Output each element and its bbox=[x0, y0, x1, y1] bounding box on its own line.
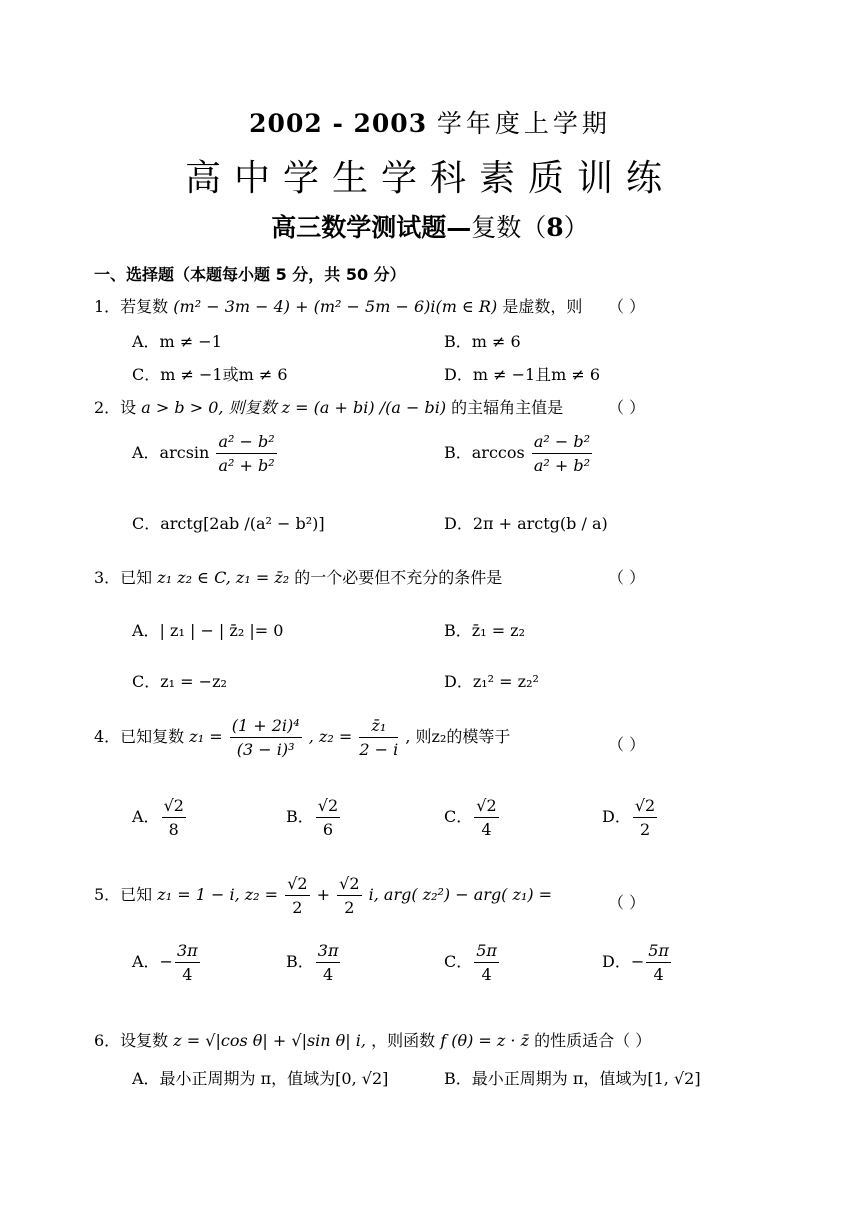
q4-a-num: √2 bbox=[162, 796, 186, 818]
header-year: 2002 - 2003 bbox=[249, 109, 428, 138]
q1-prefix: 1．若复数 bbox=[94, 297, 169, 316]
q4-fraction-2 bbox=[359, 716, 398, 759]
q5-a-num: 3π bbox=[175, 941, 200, 963]
subtitle-num: 8 bbox=[546, 213, 564, 242]
q4-n1: (1 + 2i)⁴ bbox=[230, 716, 302, 738]
header-subtitle bbox=[0, 208, 860, 244]
q5-plus: + bbox=[316, 885, 331, 904]
q6-mid: ，则函数 bbox=[371, 1031, 436, 1050]
q2-option-d: D．2π + arctg(b / a) bbox=[444, 514, 608, 533]
q4-b-den: 6 bbox=[322, 820, 334, 839]
header-year-line bbox=[0, 104, 860, 140]
q5-b-num: 3π bbox=[316, 941, 341, 963]
q1-option-c: C．m ≠ −1或m ≠ 6 bbox=[132, 365, 288, 384]
q3-answer-paren: （ ） bbox=[608, 568, 646, 587]
q4-b-num: √2 bbox=[316, 796, 340, 818]
header-title: 高中学生学科素质训练 bbox=[184, 158, 675, 199]
q5-a-fraction bbox=[175, 941, 200, 984]
q5-option-c bbox=[444, 941, 501, 984]
q4-d-num: √2 bbox=[633, 796, 657, 818]
q4-suffix: , 则z₂的模等于 bbox=[405, 727, 511, 746]
q1-answer-paren: （ ） bbox=[608, 297, 646, 316]
q3-suffix: 的一个必要但不充分的条件是 bbox=[294, 568, 503, 587]
q2-suffix: 的主辐角主值是 bbox=[451, 398, 564, 417]
q6-option-a: A．最小正周期为 π，值域为[0, √2] bbox=[132, 1069, 389, 1088]
q3-expr: z₁ z₂ ∈ C, z₁ = z̄₂ bbox=[157, 568, 290, 587]
q2-prefix: 2．设 bbox=[94, 398, 137, 417]
q6-option-b: B．最小正周期为 π，值域为[1, √2] bbox=[444, 1069, 701, 1088]
q1-expr: (m² − 3m − 4) + (m² − 5m − 6)i(m ∈ R) bbox=[173, 297, 498, 316]
q2-b-label: B．arccos bbox=[444, 443, 525, 462]
section-heading: 一、选择题（本题每小题 5 分，共 50 分） bbox=[94, 265, 406, 284]
q4-d-den: 2 bbox=[639, 820, 651, 839]
q2-answer-paren: （ ） bbox=[608, 398, 646, 417]
q4-n2: z̄₁ bbox=[359, 716, 398, 738]
q4-option-a bbox=[132, 796, 188, 839]
q4-d2: 2 − i bbox=[359, 740, 399, 759]
q3-option-c: C．z₁ = −z₂ bbox=[132, 672, 227, 691]
q3-stem bbox=[94, 565, 502, 588]
q4-d1: (3 − i)³ bbox=[236, 740, 295, 759]
q1-suffix: 是虚数，则 bbox=[502, 297, 583, 316]
q4-c-num: √2 bbox=[474, 796, 498, 818]
q5-e1: z₁ = 1 − i, z₂ = bbox=[157, 885, 279, 904]
q5-c-den: 4 bbox=[481, 965, 492, 984]
q5-option-d bbox=[602, 941, 673, 984]
q4-c-den: 4 bbox=[481, 820, 492, 839]
header-semester: 学年度上学期 bbox=[436, 109, 611, 138]
subtitle-end: ） bbox=[563, 213, 589, 242]
q1-option-b: B．m ≠ 6 bbox=[444, 332, 521, 351]
q2-b-fraction bbox=[532, 432, 592, 475]
q3-option-b: B．z̄₁ = z₂ bbox=[444, 621, 526, 640]
q5-answer-paren: （ ） bbox=[608, 893, 646, 912]
q3-prefix: 3．已知 bbox=[94, 568, 153, 587]
subtitle-bold: 高三数学测试题— bbox=[271, 213, 472, 242]
q4-b-label: B． bbox=[286, 807, 314, 826]
q1-option-d: D．m ≠ −1且m ≠ 6 bbox=[444, 365, 601, 384]
q3-option-d: D．z₁² = z₂² bbox=[444, 672, 539, 691]
q6-prefix: 6．设复数 bbox=[94, 1031, 169, 1050]
q2-b-num: a² − b² bbox=[532, 432, 592, 454]
q6-func: f (θ) = z · z̄ bbox=[440, 1031, 530, 1050]
q2-option-b bbox=[444, 432, 594, 475]
q4-c-label: C． bbox=[444, 807, 473, 826]
q4-c-fraction bbox=[474, 796, 498, 839]
q4-answer-paren: （ ） bbox=[608, 735, 646, 754]
q2-option-c: C．arctg[2ab /(a² − b²)] bbox=[132, 514, 325, 533]
q4-b-fraction bbox=[316, 796, 340, 839]
q2-expr: a > b > 0, 则复数 z = (a + bi) /(a − bi) bbox=[141, 398, 447, 417]
q6-suffix: 的性质适合（ ） bbox=[534, 1031, 652, 1050]
q5-b-den: 4 bbox=[323, 965, 334, 984]
q5-fraction-1 bbox=[285, 874, 309, 917]
q5-c-fraction bbox=[474, 941, 499, 984]
q5-option-a bbox=[132, 941, 202, 984]
q4-a-fraction bbox=[162, 796, 186, 839]
q5-d-den: 4 bbox=[653, 965, 664, 984]
q5-f2n: √2 bbox=[337, 874, 361, 896]
q2-a-num: a² − b² bbox=[216, 432, 276, 454]
q5-option-b bbox=[286, 941, 342, 984]
q5-a-den: 4 bbox=[182, 965, 193, 984]
q5-d-fraction bbox=[646, 941, 671, 984]
q4-d-fraction bbox=[633, 796, 657, 839]
q5-stem bbox=[94, 874, 552, 917]
q5-f2d: 2 bbox=[344, 898, 355, 917]
q4-option-d bbox=[602, 796, 659, 839]
q4-a-den: 8 bbox=[168, 820, 179, 839]
q5-c-num: 5π bbox=[474, 941, 499, 963]
subtitle-normal: 复数（ bbox=[471, 213, 547, 242]
q2-a-label: A．arcsin bbox=[132, 443, 210, 462]
q5-d-num: 5π bbox=[646, 941, 671, 963]
q4-option-c bbox=[444, 796, 501, 839]
q4-prefix: 4．已知复数 bbox=[94, 727, 185, 746]
q1-option-a: A．m ≠ −1 bbox=[132, 332, 222, 351]
q4-a-label: A． bbox=[132, 807, 160, 826]
q2-a-fraction bbox=[216, 432, 276, 475]
q5-f1d: 2 bbox=[292, 898, 303, 917]
q2-b-den: a² + b² bbox=[533, 456, 590, 475]
q5-d-label: D．− bbox=[602, 952, 645, 971]
q4-z2: , z₂ = bbox=[308, 727, 353, 746]
q5-e2: i, arg( z₂²) − arg( z₁) = bbox=[368, 885, 553, 904]
q4-stem bbox=[94, 716, 510, 759]
q4-fraction-1 bbox=[230, 716, 302, 759]
q5-a-label: A．− bbox=[132, 952, 173, 971]
q5-b-fraction bbox=[316, 941, 341, 984]
q4-option-b bbox=[286, 796, 342, 839]
q6-stem bbox=[94, 1028, 651, 1051]
q2-option-a bbox=[132, 432, 279, 475]
q5-prefix: 5．已知 bbox=[94, 885, 153, 904]
q1-stem bbox=[94, 294, 582, 317]
q5-fraction-2 bbox=[337, 874, 361, 917]
q6-expr: z = √|cos θ| + √|sin θ| i, bbox=[173, 1031, 366, 1050]
q2-a-den: a² + b² bbox=[218, 456, 275, 475]
q5-c-label: C． bbox=[444, 952, 473, 971]
q5-f1n: √2 bbox=[285, 874, 309, 896]
q4-z1: z₁ = bbox=[189, 727, 223, 746]
q2-stem bbox=[94, 395, 563, 418]
q5-b-label: B． bbox=[286, 952, 314, 971]
q4-d-label: D． bbox=[602, 807, 631, 826]
q3-option-a: A．| z₁ | − | z̄₂ |= 0 bbox=[132, 621, 284, 640]
